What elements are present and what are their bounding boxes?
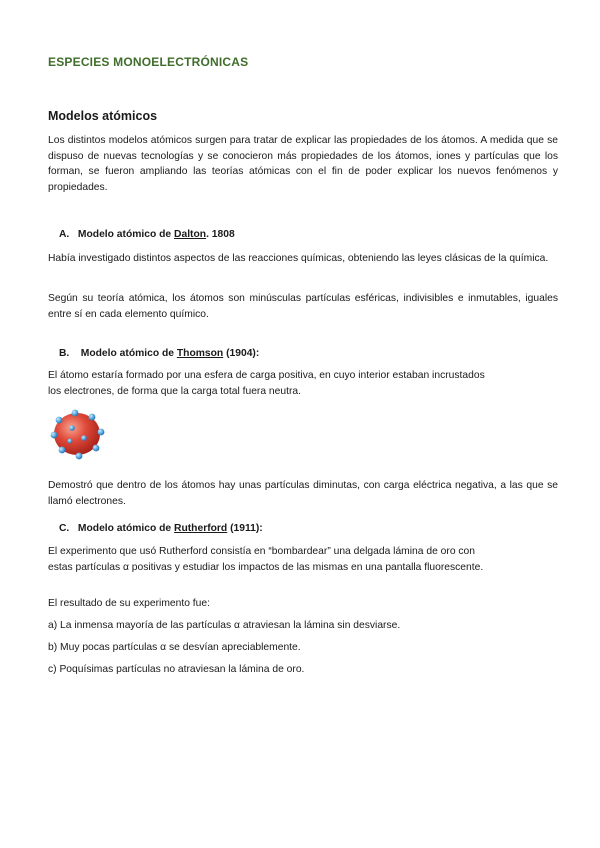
section-c-paragraph-1-line-2: estas partículas α positivas y estudiar los impactos de las mismas en una pantalla fluorescente. xyxy=(48,561,484,573)
section-a-heading xyxy=(59,229,235,240)
section-a-paragraph-1: Había investigado distintos aspectos de las reacciones químicas, obteniendo las leyes clásicas de la química. xyxy=(48,253,549,264)
section-c-letter: C. xyxy=(59,523,70,534)
section-b-letter: B. xyxy=(59,348,70,359)
section-heading: Modelos atómicos xyxy=(48,109,158,123)
section-a-paragraph-2: Según su teoría atómica, los átomos son minúsculas partículas esféricas, indivisibles e inmutables, iguales entre sí en cada elemento químico. xyxy=(48,293,558,320)
document-title: ESPECIES MONOELECTRÓNICAS xyxy=(48,55,249,69)
result-intro: El resultado de su experimento fue: xyxy=(48,598,210,609)
thomson-link[interactable]: Thomson xyxy=(176,348,224,359)
section-c-paragraph-1 xyxy=(48,544,558,575)
section-a-prefix: Modelo atómico de xyxy=(77,229,175,240)
result-item: a) La inmensa mayoría de las partículas α atraviesan la lámina sin desviarse. xyxy=(48,620,401,631)
dalton-link[interactable]: Dalton xyxy=(174,229,207,240)
section-c-suffix: (1911): xyxy=(227,523,263,534)
section-b-prefix: Modelo atómico de xyxy=(80,348,177,359)
section-b-suffix: (1904): xyxy=(223,348,260,359)
section-c-paragraph-1-line-1: El experimento que usó Rutherford consistía en “bombardear” una delgada lámina de oro con xyxy=(48,546,476,557)
thomson-atom-image xyxy=(46,406,108,462)
intro-paragraph: Los distintos modelos atómicos surgen para tratar de explicar las propiedades de los átomos. A medida que se dispuso de nuevas tecnologías y se conocieron más propiedades de los átomos, iones y partículas que los forman, se fueron ampliando las teorías atómicas con el fin de poder explicar los nuevos fenómenos y propiedades. xyxy=(48,135,558,193)
result-item: c) Poquísimas partículas no atraviesan la lámina de oro. xyxy=(48,664,305,675)
section-b-paragraph-1 xyxy=(48,368,558,399)
section-b-heading xyxy=(59,348,259,359)
section-b-paragraph-1-line-2: los electrones, de forma que la carga total fuera neutra. xyxy=(48,385,301,397)
section-b-paragraph-1-line-1: El átomo estaría formado por una esfera de carga positiva, en cuyo interior estaban incrustados xyxy=(48,370,485,381)
section-b-paragraph-2: Demostró que dentro de los átomos hay unas partículas diminutas, con carga eléctrica negativa, a las que se llamó electrones. xyxy=(48,480,558,507)
result-item: b) Muy pocas partículas α se desvían apreciablemente. xyxy=(48,642,301,653)
section-a-suffix: . 1808 xyxy=(206,229,235,240)
section-c-heading xyxy=(59,523,263,534)
rutherford-link[interactable]: Rutherford xyxy=(174,523,228,534)
section-c-prefix: Modelo atómico de xyxy=(77,523,175,534)
section-a-letter: A. xyxy=(59,229,70,240)
